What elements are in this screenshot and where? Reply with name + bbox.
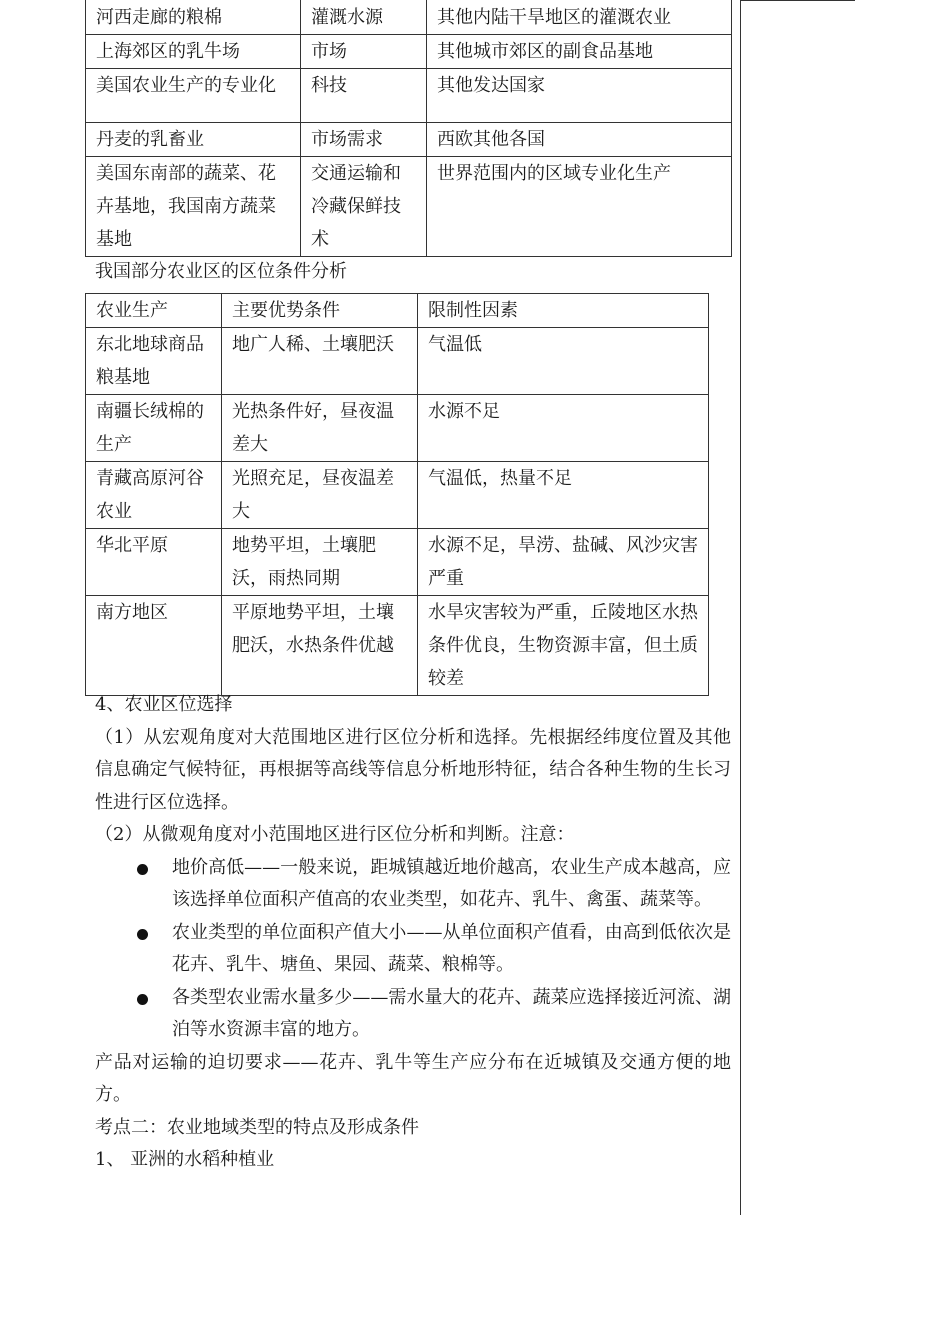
table-cell: 气温低，热量不足 [418,462,709,529]
table-cell: 光热条件好，昼夜温差大 [222,395,418,462]
list-item-text: 各类型农业需水量多少——需水量大的花卉、蔬菜应选择接近河流、湖泊等水资源丰富的地方。 [172,986,731,1040]
list-item [95,852,731,917]
table-row [86,123,732,157]
table-cell: 市场 [301,35,427,69]
paragraph: （1）从宏观角度对大范围地区进行区位分析和选择。先根据经纬度位置及其他信息确定气候特征，再根据等高线等信息分析地形特征，结合各种生物的生长习性进行区位选择。 [95,726,731,813]
list-item-text: 农业类型的单位面积产值大小——从单位面积产值看，由高到低依次是花卉、乳牛、塘鱼、果园、蔬菜、粮棉等。 [172,921,731,975]
bullet-icon [137,994,148,1005]
table-row [86,157,732,257]
paragraph: 产品对运输的迫切要求——花卉、乳牛等生产应分布在近城镇及交通方便的地方。 [95,1051,731,1105]
table-cell: 其他内陆干旱地区的灌溉农业 [427,0,732,35]
table-row [86,35,732,69]
table-cell: 东北地球商品粮基地 [86,328,222,395]
table-cell: 河西走廊的粮棉 [86,0,301,35]
subsection-heading: 1、 亚洲的水稻种植业 [95,1149,275,1170]
table-cell: 光照充足，昼夜温差大 [222,462,418,529]
table-header-cell: 农业生产 [86,294,222,328]
table-cell: 美国东南部的蔬菜、花卉基地，我国南方蔬菜基地 [86,157,301,257]
table-cell: 交通运输和冷藏保鲜技术 [301,157,427,257]
list-item [95,917,731,982]
list-item [95,982,731,1047]
table-cell: 西欧其他各国 [427,123,732,157]
table-header-cell: 限制性因素 [418,294,709,328]
table-cell: 上海郊区的乳牛场 [86,35,301,69]
body-text [95,689,731,1177]
table-header-row [86,294,709,328]
table-caption: 我国部分农业区的区位条件分析 [95,261,347,282]
bullet-list [95,852,731,1047]
table-cell: 丹麦的乳畜业 [86,123,301,157]
table-row [86,0,732,35]
table-cell: 水源不足 [418,395,709,462]
margin-rule-horizontal [740,0,855,1]
list-item-text: 地价高低——一般来说，距城镇越近地价越高，农业生产成本越高，应该选择单位面积产值高的农业类型，如花卉、乳牛、禽蛋、蔬菜等。 [172,856,731,910]
table-cell: 地势平坦，土壤肥沃，雨热同期 [222,529,418,596]
bullet-icon [137,929,148,940]
table-cell: 平原地势平坦，土壤肥沃，水热条件优越 [222,596,418,696]
table-cell: 水旱灾害较为严重，丘陵地区水热条件优良，生物资源丰富，但土质较差 [418,596,709,696]
table-cell: 南方地区 [86,596,222,696]
table-cell: 其他城市郊区的副食品基地 [427,35,732,69]
table-cell: 世界范围内的区域专业化生产 [427,157,732,257]
table-header-cell: 主要优势条件 [222,294,418,328]
table-row [86,395,709,462]
table-row [86,69,732,123]
paragraph: （2）从微观角度对小范围地区进行区位分析和判断。注意： [95,824,575,845]
table-row [86,529,709,596]
table-cell: 气温低 [418,328,709,395]
case-table [85,0,732,257]
table-cell: 南疆长绒棉的生产 [86,395,222,462]
margin-rule-vertical [740,0,741,1215]
bullet-icon [137,864,148,875]
table-cell: 美国农业生产的专业化 [86,69,301,123]
section-heading: 4、农业区位选择 [95,694,233,715]
table-cell: 市场需求 [301,123,427,157]
table-cell: 科技 [301,69,427,123]
table-cell: 青藏高原河谷农业 [86,462,222,529]
table-cell: 水源不足，旱涝、盐碱、风沙灾害严重 [418,529,709,596]
section-heading: 考点二：农业地域类型的特点及形成条件 [95,1116,419,1138]
table-row [86,596,709,696]
table-row [86,462,709,529]
table-row [86,328,709,395]
table-cell: 其他发达国家 [427,69,732,123]
table-cell: 华北平原 [86,529,222,596]
table-cell: 灌溉水源 [301,0,427,35]
agri-region-table [85,293,709,696]
table-cell: 地广人稀、土壤肥沃 [222,328,418,395]
